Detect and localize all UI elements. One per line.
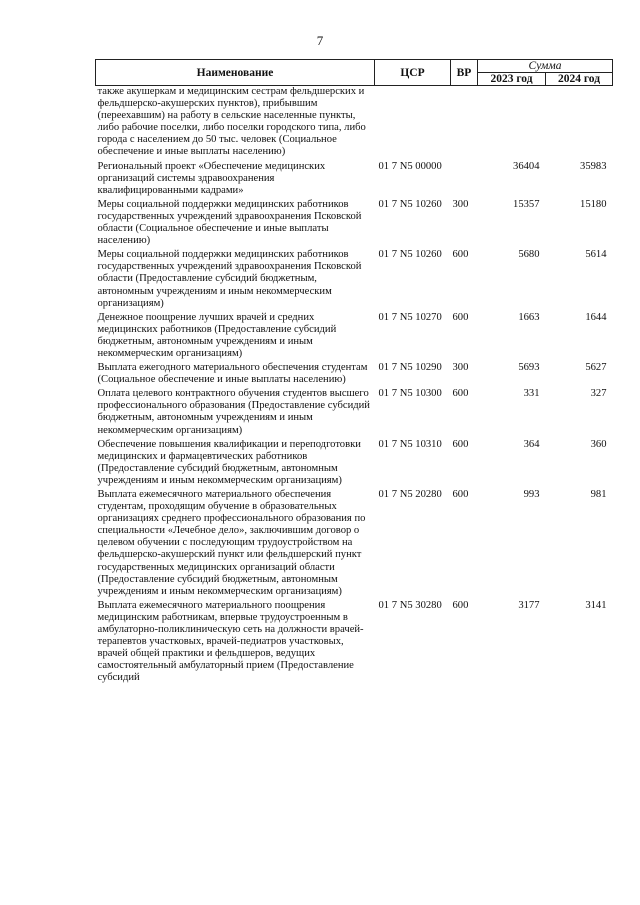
table-row — [96, 312, 613, 362]
row-vr: 300 — [452, 198, 469, 210]
col-header-csr: ЦСР — [375, 60, 451, 86]
row-sum-2024: 5627 — [585, 362, 607, 374]
col-header-vr: ВР — [451, 60, 478, 86]
table-row — [96, 489, 613, 600]
row-sum-2024: 327 — [590, 388, 607, 400]
row-csr: 01 7 N5 00000 — [378, 160, 442, 172]
row-csr: 01 7 N5 30280 — [378, 599, 442, 611]
row-vr: 300 — [452, 362, 469, 374]
row-vr: 600 — [452, 489, 469, 500]
row-name: Денежное поощрение лучших врачей и средних медицинских работников (Предоставление субсидий бюджетным, автономным учреждениям и иным некоммерческим организациям) — [97, 311, 337, 359]
row-sum-2023: 36404 — [513, 160, 540, 172]
row-name: Меры социальной поддержки медицинских работников государственных учреждений здравоохранения Псковской области (Социальное обеспечение и иные выплаты населению) — [97, 198, 362, 247]
row-vr: 600 — [452, 438, 469, 450]
table-row — [96, 362, 613, 388]
row-sum-2023: 15357 — [513, 198, 540, 210]
row-sum-2024: 3141 — [585, 599, 607, 611]
row-sum-2023: 364 — [523, 438, 540, 450]
row-csr: 01 7 N5 10260 — [378, 249, 442, 261]
page-number: 7 — [316, 33, 324, 48]
col-header-year-2024: 2024 год — [546, 73, 613, 86]
col-header-sum: Сумма — [478, 60, 613, 73]
row-vr: 600 — [452, 311, 469, 323]
row-csr: 01 7 N5 10260 — [378, 198, 442, 210]
row-name: Оплата целевого контрактного обучения студентов высшего профессионального образования (Предоставление субсидий бюджетным, автономным учреждениям и иным некоммерческим организациям) — [97, 388, 370, 436]
table-row — [96, 249, 613, 311]
row-sum-2024: 35983 — [580, 160, 607, 172]
row-sum-2024 — [546, 86, 613, 161]
row-csr: 01 7 N5 10290 — [378, 362, 442, 374]
row-sum-2023: 1663 — [518, 311, 540, 323]
table-row — [96, 439, 613, 489]
row-vr — [451, 86, 478, 161]
row-sum-2023: 993 — [523, 489, 540, 500]
row-name: Региональный проект «Обеспечение медицинских организаций системы здравоохранения квалифицированными кадрами» — [97, 160, 326, 196]
col-header-name: Наименование — [96, 60, 375, 86]
col-header-year-2023: 2023 год — [478, 73, 546, 86]
row-name: Выплата ежегодного материального обеспечения студентам (Социальное обеспечение и иные выплаты населению) — [97, 362, 368, 386]
row-sum-2023: 5693 — [518, 362, 540, 374]
row-csr — [375, 86, 451, 161]
table-row — [96, 388, 613, 438]
row-vr: 600 — [452, 388, 469, 400]
row-vr: 600 — [452, 249, 469, 261]
row-csr: 01 7 N5 10300 — [378, 388, 442, 400]
row-sum-2024: 1644 — [585, 311, 607, 323]
row-csr: 01 7 N5 10310 — [378, 438, 442, 450]
row-name: Меры социальной поддержки медицинских работников государственных учреждений здравоохранения Псковской области (Предоставление субсидий бюджетным, автономным учреждениям и иным некоммерческим организациям) — [97, 249, 362, 309]
row-sum-2023 — [478, 86, 546, 161]
budget-table — [95, 59, 613, 687]
row-sum-2023: 3177 — [518, 599, 540, 611]
row-sum-2023: 5680 — [518, 249, 540, 261]
row-vr — [451, 161, 478, 199]
row-name: Выплата ежемесячного материального поощрения медицинским работникам, впервые трудоустроенным в амбулаторно-поликлиническую сеть на должности врачей-терапевтов участковых, врачей-педиатров участковых, врачей общей практики и фельдшеров, ведущих самостоятельный амбулаторный прием (Предоставление субсидий — [97, 599, 364, 684]
table-row — [96, 86, 613, 161]
row-sum-2024: 360 — [590, 438, 607, 450]
row-name: также акушеркам и медицинским сестрам фельдшерских и фельдшерско-акушерских пунктов), прибывшим (переехавшим) на работу в сельские населенные пункты, либо рабочие поселки, либо поселки городского типа, либо города с населением до 50 тыс. человек (Социальное обеспечение и иные выплаты населению) — [97, 86, 366, 158]
row-csr: 01 7 N5 10270 — [378, 311, 442, 323]
row-sum-2024: 981 — [590, 489, 607, 500]
table-row — [96, 161, 613, 199]
row-name: Обеспечение повышения квалификации и переподготовки медицинских и фармацевтических работников (Предоставление субсидий бюджетным, автономным учреждениям и иным некоммерческим организациям) — [97, 438, 361, 486]
table-row — [96, 199, 613, 249]
row-sum-2024: 15180 — [580, 198, 607, 210]
row-csr: 01 7 N5 20280 — [378, 489, 442, 500]
row-sum-2023: 331 — [523, 388, 540, 400]
row-vr: 600 — [452, 599, 469, 611]
row-name: Выплата ежемесячного материального обеспечения студентам, проходящим обучение в образовательных организациях среднего профессионального образования по специальности «Лечебное дело», заключившим договор о целевом обучении с последующим трудоустройством на фельдшерско-акушерский пункт или фельдшерский пункт государственных медицинских организаций области (Предоставление субсидий бюджетным, автономным учреждениям и иным некоммерческим организациям) — [97, 489, 366, 597]
row-sum-2024: 5614 — [585, 249, 607, 261]
table-row — [96, 600, 613, 687]
